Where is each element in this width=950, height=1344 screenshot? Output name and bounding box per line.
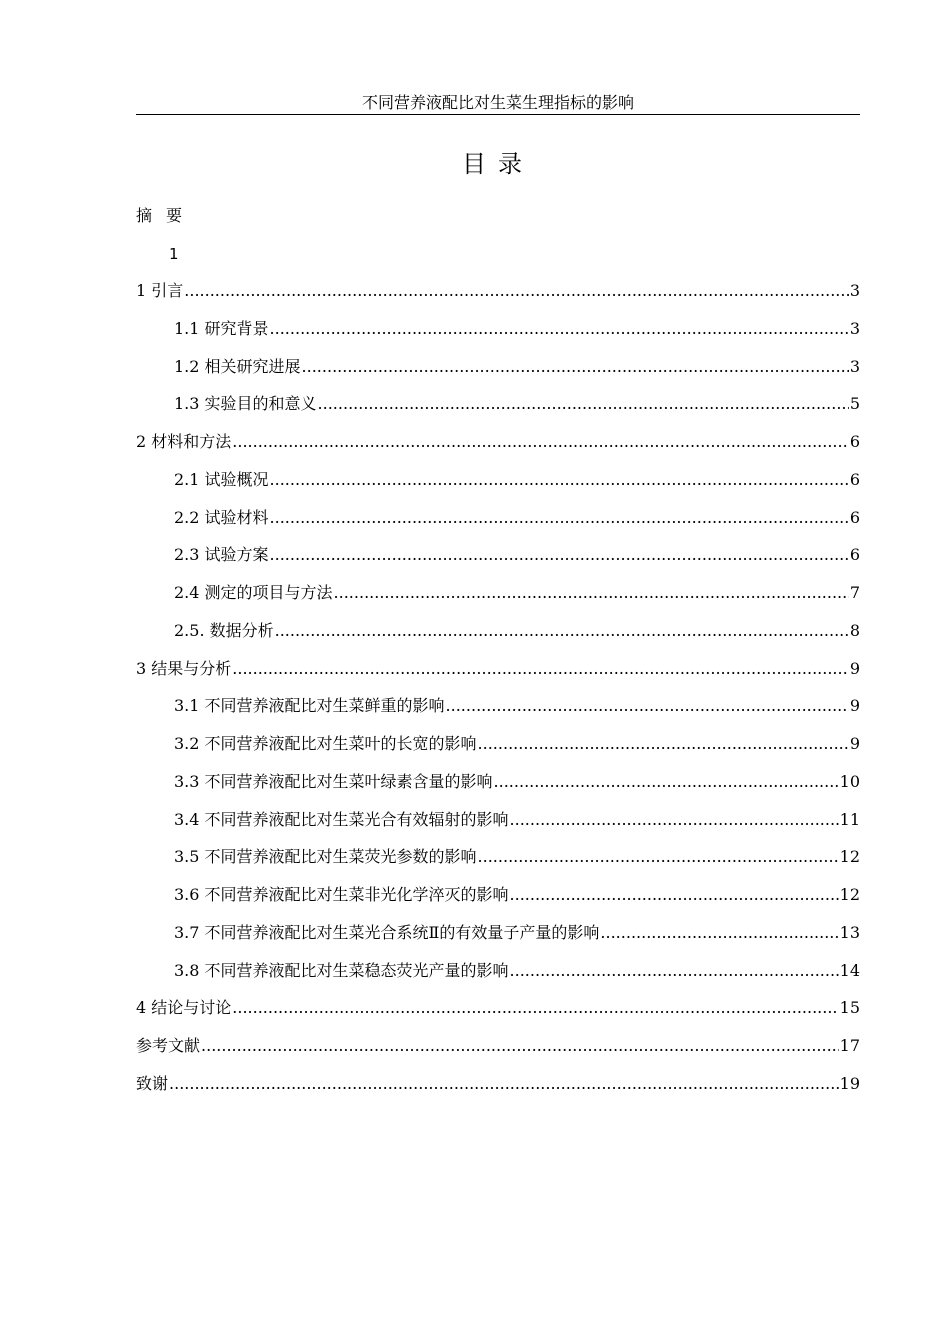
toc-dot-leader — [270, 316, 849, 342]
toc-entry-text: 2.4 测定的项目与方法 — [174, 583, 333, 602]
toc-entry-text: 2.3 试验方案 — [174, 545, 269, 565]
toc-dot-leader — [334, 580, 849, 606]
toc-entry[interactable] — [136, 354, 860, 392]
toc-dot-leader — [169, 1071, 839, 1097]
toc-entry-page: 5 — [849, 394, 860, 414]
toc-dot-leader — [494, 769, 839, 795]
toc-entry-text: 参考文献 — [136, 1036, 201, 1055]
toc-entry[interactable] — [136, 316, 860, 354]
toc-entry[interactable] — [136, 656, 860, 694]
toc-dot-leader — [275, 618, 849, 644]
running-header: 不同营养液配比对生菜生理指标的影响 — [361, 93, 634, 112]
toc-dot-leader — [600, 920, 838, 946]
toc-entry-text: 3 结果与分析 — [136, 658, 232, 678]
toc-entry[interactable] — [136, 769, 860, 807]
toc-dot-leader — [201, 1033, 839, 1059]
toc-entry-text: 1 引言 — [136, 281, 184, 300]
toc-entry-page: 6 — [849, 469, 860, 489]
toc-entry-page: 8 — [849, 620, 860, 640]
toc-entry[interactable] — [136, 618, 860, 656]
toc-entry[interactable] — [136, 391, 860, 429]
toc-entry-page: 19 — [839, 1073, 860, 1093]
toc-entry-text: 2.2 试验材料 — [174, 507, 269, 527]
toc-entry-page: 6 — [849, 507, 860, 527]
toc-entry-page: 14 — [839, 960, 860, 980]
table-of-contents — [136, 278, 860, 1109]
toc-dot-leader — [446, 693, 849, 719]
toc-entry[interactable] — [136, 958, 860, 996]
toc-entry[interactable] — [136, 278, 860, 316]
toc-entry[interactable] — [136, 920, 860, 958]
toc-entry-page: 11 — [839, 809, 860, 829]
toc-entry[interactable] — [136, 995, 860, 1033]
toc-entry[interactable] — [136, 1033, 860, 1071]
toc-dot-leader — [270, 505, 849, 531]
toc-dot-leader — [510, 807, 839, 833]
toc-dot-leader — [232, 656, 849, 682]
toc-entry-page: 9 — [849, 696, 860, 716]
toc-entry-text: 致谢 — [136, 1073, 169, 1093]
toc-entry-text: 3.1 不同营养液配比对生菜鲜重的影响 — [174, 696, 445, 716]
toc-entry[interactable] — [136, 505, 860, 543]
toc-entry-text: 3.3 不同营养液配比对生菜叶绿素含量的影响 — [174, 771, 493, 791]
toc-entry-page: 12 — [839, 885, 860, 904]
toc-dot-leader — [318, 391, 849, 417]
toc-entry-text: 1.2 相关研究进展 — [174, 356, 301, 376]
toc-entry[interactable] — [136, 807, 860, 845]
toc-entry-page: 3 — [849, 356, 860, 376]
toc-entry-text: 3.7 不同营养液配比对生菜光合系统Ⅱ的有效量子产量的影响 — [174, 922, 600, 942]
toc-entry-page: 12 — [839, 847, 860, 867]
toc-entry-page: 15 — [839, 998, 860, 1018]
toc-entry-abstract-page: 1 — [169, 245, 179, 263]
toc-dot-leader — [270, 467, 849, 493]
toc-title: 目录 — [462, 150, 534, 178]
toc-entry-page: 3 — [849, 281, 860, 300]
toc-entry-text: 3.2 不同营养液配比对生菜叶的长宽的影响 — [174, 734, 477, 753]
toc-dot-leader — [478, 844, 839, 870]
toc-entry[interactable] — [136, 844, 860, 882]
header-rule — [136, 114, 860, 115]
toc-dot-leader — [270, 542, 849, 568]
toc-entry-page: 7 — [849, 583, 860, 602]
toc-entry-text: 3.6 不同营养液配比对生菜非光化学淬灭的影响 — [174, 885, 509, 904]
toc-entry[interactable] — [136, 429, 860, 467]
toc-dot-leader — [184, 278, 849, 304]
toc-entry[interactable] — [136, 882, 860, 920]
toc-entry-page: 9 — [849, 658, 860, 678]
toc-entry-text: 3.4 不同营养液配比对生菜光合有效辐射的影响 — [174, 809, 509, 829]
toc-entry-text: 2.1 试验概况 — [174, 469, 269, 489]
toc-dot-leader — [510, 958, 839, 984]
toc-entry[interactable] — [136, 467, 860, 505]
toc-entry-text: 3.8 不同营养液配比对生菜稳态荧光产量的影响 — [174, 960, 509, 980]
toc-entry[interactable] — [136, 1071, 860, 1109]
toc-entry-text: 4 结论与讨论 — [136, 998, 232, 1018]
toc-entry-page: 6 — [849, 432, 860, 451]
toc-entry-text: 1.1 研究背景 — [174, 318, 269, 338]
toc-entry-page: 9 — [849, 734, 860, 753]
toc-entry[interactable] — [136, 693, 860, 731]
toc-dot-leader — [510, 882, 839, 908]
toc-entry-text: 2.5. 数据分析 — [174, 620, 274, 640]
toc-entry-page: 10 — [839, 771, 860, 791]
toc-entry-page: 6 — [849, 545, 860, 565]
toc-entry-text: 2 材料和方法 — [136, 432, 232, 451]
toc-dot-leader — [232, 429, 849, 455]
toc-dot-leader — [232, 995, 838, 1021]
toc-entry-page: 3 — [849, 318, 860, 338]
toc-entry-page: 13 — [839, 922, 860, 942]
toc-entry[interactable] — [136, 542, 860, 580]
toc-entry-text: 1.3 实验目的和意义 — [174, 394, 317, 414]
toc-dot-leader — [478, 731, 849, 757]
toc-entry[interactable] — [136, 580, 860, 618]
toc-entry-page: 17 — [839, 1036, 860, 1055]
toc-entry-abstract-label[interactable]: 摘要 — [136, 206, 197, 225]
toc-dot-leader — [302, 354, 849, 380]
toc-entry[interactable] — [136, 731, 860, 769]
toc-entry-text: 3.5 不同营养液配比对生菜荧光参数的影响 — [174, 847, 477, 867]
